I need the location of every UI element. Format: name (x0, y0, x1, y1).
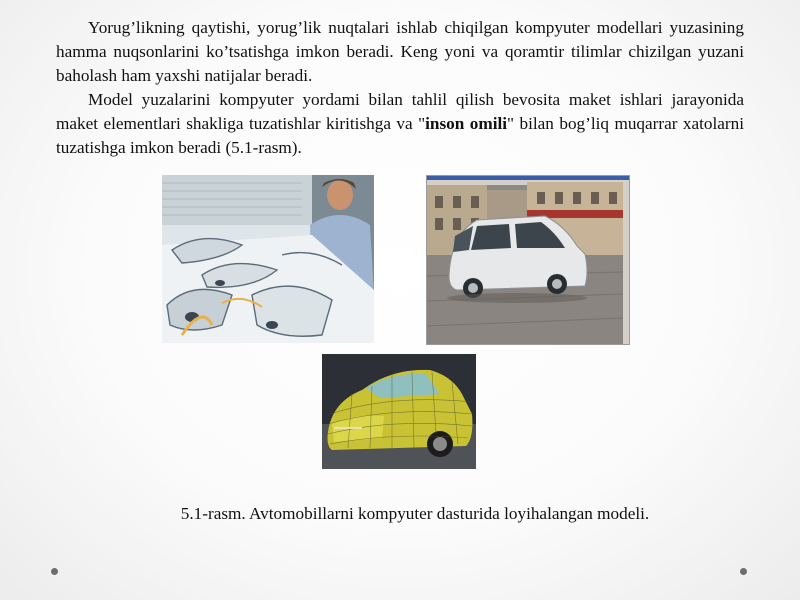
figure-caption: 5.1-rasm. Avtomobillarni kompyuter dasturida loyihalangan modeli. (180, 504, 650, 523)
bold-term: inson omili (425, 114, 508, 133)
cad-minivan-render (426, 175, 630, 345)
decorative-dot-right (740, 568, 747, 575)
decorative-dot-left (51, 568, 58, 575)
paragraph-1: Yorug’likning qaytishi, yorug’lik nuqtalari ishlab chiqilgan kompyuter modellari yuzasining hamma nuqsonlarini ko’tsatishga imkon beradi. Keng yoni va qoramtir tilimlar chizilgan yuzani baholash ham yaxshi natijalar beradi. (56, 18, 744, 85)
wireframe-car-model (322, 354, 476, 469)
paragraph-2-start: Model yuzalarini kompyuter yordami bilan tahlil qilish bevosita maket ishlari jarayonida maket elementlari shakliga tuzatishlar kiritishga va " (56, 90, 744, 133)
body-text (56, 16, 744, 160)
paragraph-2 (56, 88, 744, 160)
designer-sketch-photo (162, 175, 374, 343)
paragraph-2-end: " bilan bog’liq muqarrar xatolarni tuzatishga imkon beradi (5.1-rasm). (56, 114, 745, 157)
